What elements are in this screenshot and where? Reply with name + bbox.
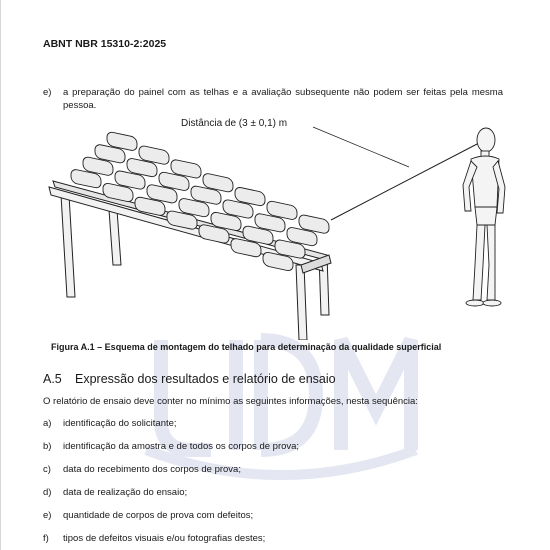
section-heading bbox=[43, 372, 336, 386]
list-item-text: identificação da amostra e de todos os corpos de prova; bbox=[63, 441, 300, 452]
list-item-letter: e) bbox=[43, 510, 52, 521]
section-number: A.5 bbox=[43, 372, 62, 386]
table-leg-back-left bbox=[109, 210, 121, 265]
document-header: ABNT NBR 15310-2:2025 bbox=[43, 38, 167, 50]
list-item-text: data de realização do ensaio; bbox=[63, 487, 188, 498]
distance-label: Distância de (3 ± 0,1) m bbox=[181, 118, 288, 129]
list-item-letter: b) bbox=[43, 441, 52, 452]
list-item bbox=[43, 441, 299, 452]
section-title: Expressão dos resultados e relatório de ensaio bbox=[75, 372, 336, 386]
mannequin-figure bbox=[463, 128, 505, 306]
list-item bbox=[43, 487, 187, 498]
list-item bbox=[43, 510, 253, 521]
list-item-text: identificação do solicitante; bbox=[63, 418, 177, 429]
figure-caption: Figura A.1 – Esquema de montagem do telhado para determinação da qualidade superficial bbox=[51, 342, 442, 352]
list-item-letter: a) bbox=[43, 418, 52, 429]
distance-line bbox=[331, 143, 479, 220]
table-leg-front-left bbox=[61, 195, 75, 297]
list-item-text: tipos de defeitos visuais e/ou fotografias destes; bbox=[63, 533, 266, 544]
list-item-letter: f) bbox=[43, 533, 49, 544]
list-item-text: quantidade de corpos de prova com defeitos; bbox=[63, 510, 254, 521]
table-leg-front-right bbox=[296, 265, 307, 340]
list-item-text: a preparação do painel com as telhas e a avaliação subsequente não podem ser feitas pela mesma pessoa. bbox=[63, 87, 503, 111]
list-item-letter: e) bbox=[43, 87, 52, 98]
list-item bbox=[43, 464, 241, 475]
intro-paragraph: O relatório de ensaio deve conter no mínimo as seguintes informações, nesta sequência: bbox=[43, 396, 418, 407]
list-item-letter: d) bbox=[43, 487, 52, 498]
roof-assembly-figure bbox=[31, 115, 531, 340]
distance-leader bbox=[313, 127, 409, 167]
list-item-text: data do recebimento dos corpos de prova; bbox=[63, 464, 241, 475]
list-item bbox=[43, 418, 177, 429]
list-item-e-preparation bbox=[43, 86, 503, 112]
list-item bbox=[43, 533, 265, 544]
list-item-letter: c) bbox=[43, 464, 51, 475]
